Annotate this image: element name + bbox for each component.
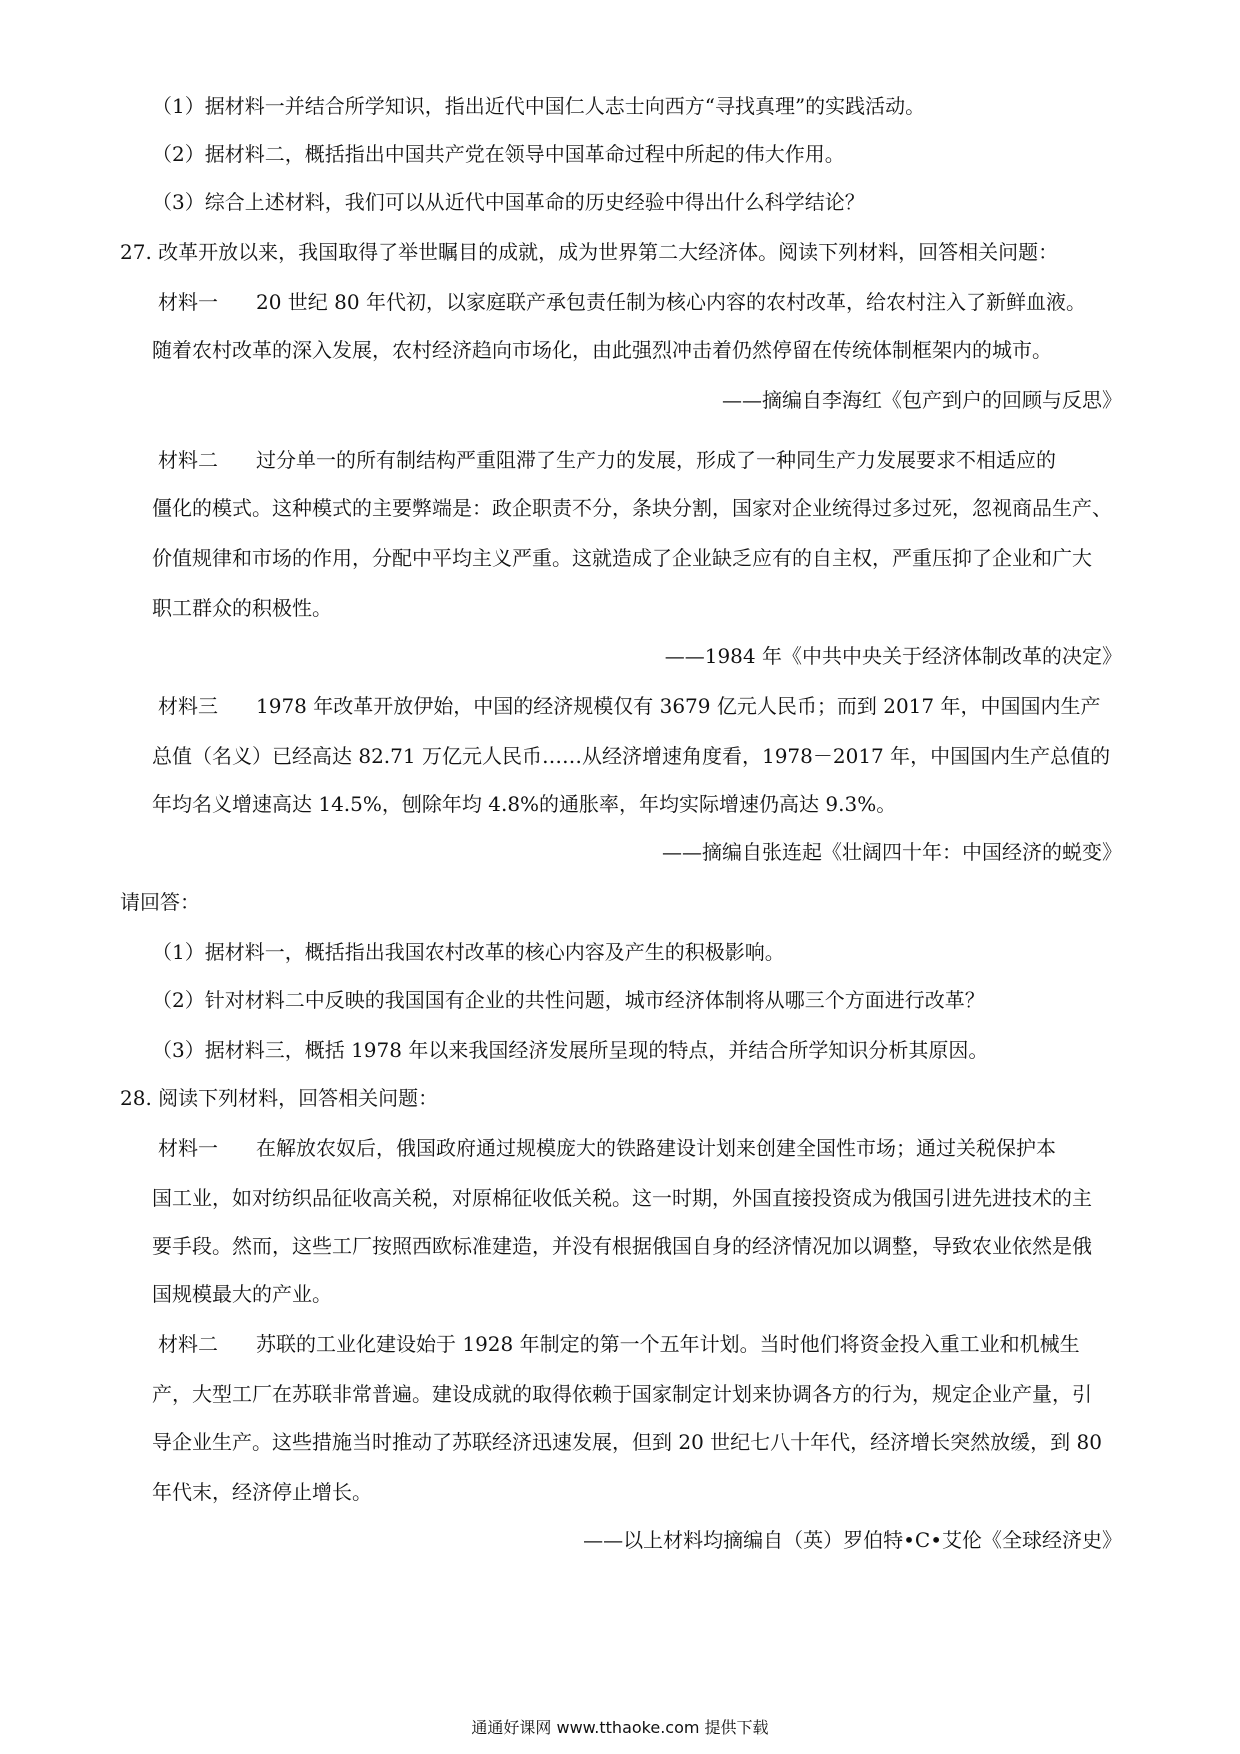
- q28-m1-text1: 在解放农奴后，俄国政府通过规模庞大的铁路建设计划来创建全国性市场；通过关税保护本: [256, 1136, 1056, 1160]
- q27-m1-label: 材料一: [158, 290, 218, 314]
- q27-m2-line1: [158, 446, 1056, 474]
- q27-m2-line4: 职工群众的积极性。: [152, 596, 332, 620]
- q28-m1-line2: 国工业，如对纺织品征收高关税，对原棉征收低关税。这一时期，外国直接投资成为俄国引进先进技术的主: [152, 1186, 1092, 1210]
- q27-m3-source: ——摘编自张连起《壮阔四十年：中国经济的蜕变》: [662, 840, 1122, 864]
- q26-sub3: （3）综合上述材料，我们可以从近代中国革命的历史经验中得出什么科学结论？: [152, 190, 865, 214]
- q27-m3-text1: 1978 年改革开放伊始，中国的经济规模仅有 3679 亿元人民币；而到 2017 年，中国国内生产: [256, 694, 1101, 718]
- q27-m2-line2: 僵化的模式。这种模式的主要弊端是：政企职责不分，条块分割，国家对企业统得过多过死，忽视商品生产、: [152, 496, 1112, 520]
- q27-m2-line3: 价值规律和市场的作用，分配中平均主义严重。这就造成了企业缺乏应有的自主权，严重压抑了企业和广大: [152, 546, 1092, 570]
- q27-m3-line3: 年均名义增速高达 14.5%，刨除年均 4.8%的通胀率，年均实际增速仍高达 9.3%。: [152, 792, 897, 816]
- q27-m1-line2: 随着农村改革的深入发展，农村经济趋向市场化，由此强烈冲击着仍然停留在传统体制框架内的城市。: [152, 338, 1052, 362]
- q27-m3-line2: 总值（名义）已经高达 82.71 万亿元人民币……从经济增速角度看，1978－2017 年，中国国内生产总值的: [152, 744, 1111, 768]
- q27-m1-line1: [158, 288, 1086, 316]
- q28-m1-line1: [158, 1134, 1056, 1162]
- q27-stem: 27. 改革开放以来，我国取得了举世瞩目的成就，成为世界第二大经济体。阅读下列材料，回答相关问题：: [120, 240, 1059, 264]
- q28-stem: 28. 阅读下列材料，回答相关问题：: [120, 1086, 439, 1110]
- q28-m2-label: 材料二: [158, 1332, 218, 1356]
- q26-sub1: （1）据材料一并结合所学知识，指出近代中国仁人志士向西方“寻找真理”的实践活动。: [152, 94, 926, 118]
- q27-m1-source: ——摘编自李海红《包产到户的回顾与反思》: [722, 388, 1122, 412]
- q28-m1-line4: 国规模最大的产业。: [152, 1282, 332, 1306]
- q27-m3-label: 材料三: [158, 694, 218, 718]
- q28-m1-line3: 要手段。然而，这些工厂按照西欧标准建造，并没有根据俄国自身的经济情况加以调整，导致农业依然是俄: [152, 1234, 1092, 1258]
- q26-sub2: （2）据材料二，概括指出中国共产党在领导中国革命过程中所起的伟大作用。: [152, 142, 845, 166]
- q28-m2-line1: [158, 1330, 1080, 1358]
- q27-sub1: （1）据材料一，概括指出我国农村改革的核心内容及产生的积极影响。: [152, 940, 785, 964]
- q27-m3-line1: [158, 692, 1100, 720]
- q28-m2-text1: 苏联的工业化建设始于 1928 年制定的第一个五年计划。当时他们将资金投入重工业和机械生: [256, 1332, 1080, 1356]
- q28-m1-label: 材料一: [158, 1136, 218, 1160]
- q27-answer-prompt: 请回答：: [120, 890, 200, 914]
- q28-m2-line3: 导企业生产。这些措施当时推动了苏联经济迅速发展，但到 20 世纪七八十年代，经济增长突然放缓，到 80: [152, 1430, 1102, 1454]
- q27-sub3: （3）据材料三，概括 1978 年以来我国经济发展所呈现的特点，并结合所学知识分析其原因。: [152, 1038, 989, 1062]
- q27-m2-label: 材料二: [158, 448, 218, 472]
- q27-m2-source: ——1984 年《中共中央关于经济体制改革的决定》: [664, 644, 1122, 668]
- q28-m2-source: ——以上材料均摘编自（英）罗伯特•C•艾伦《全球经济史》: [583, 1528, 1122, 1552]
- q28-m2-line4: 年代末，经济停止增长。: [152, 1480, 372, 1504]
- q27-m1-text1: 20 世纪 80 年代初，以家庭联产承包责任制为核心内容的农村改革，给农村注入了新鲜血液。: [256, 290, 1086, 314]
- q27-sub2: （2）针对材料二中反映的我国国有企业的共性问题，城市经济体制将从哪三个方面进行改革？: [152, 988, 985, 1012]
- page-footer: 通通好课网 www.tthaoke.com 提供下载: [471, 1718, 769, 1737]
- q27-m2-text1: 过分单一的所有制结构严重阻滞了生产力的发展，形成了一种同生产力发展要求不相适应的: [256, 448, 1056, 472]
- q28-m2-line2: 产，大型工厂在苏联非常普遍。建设成就的取得依赖于国家制定计划来协调各方的行为，规定企业产量，引: [152, 1382, 1092, 1406]
